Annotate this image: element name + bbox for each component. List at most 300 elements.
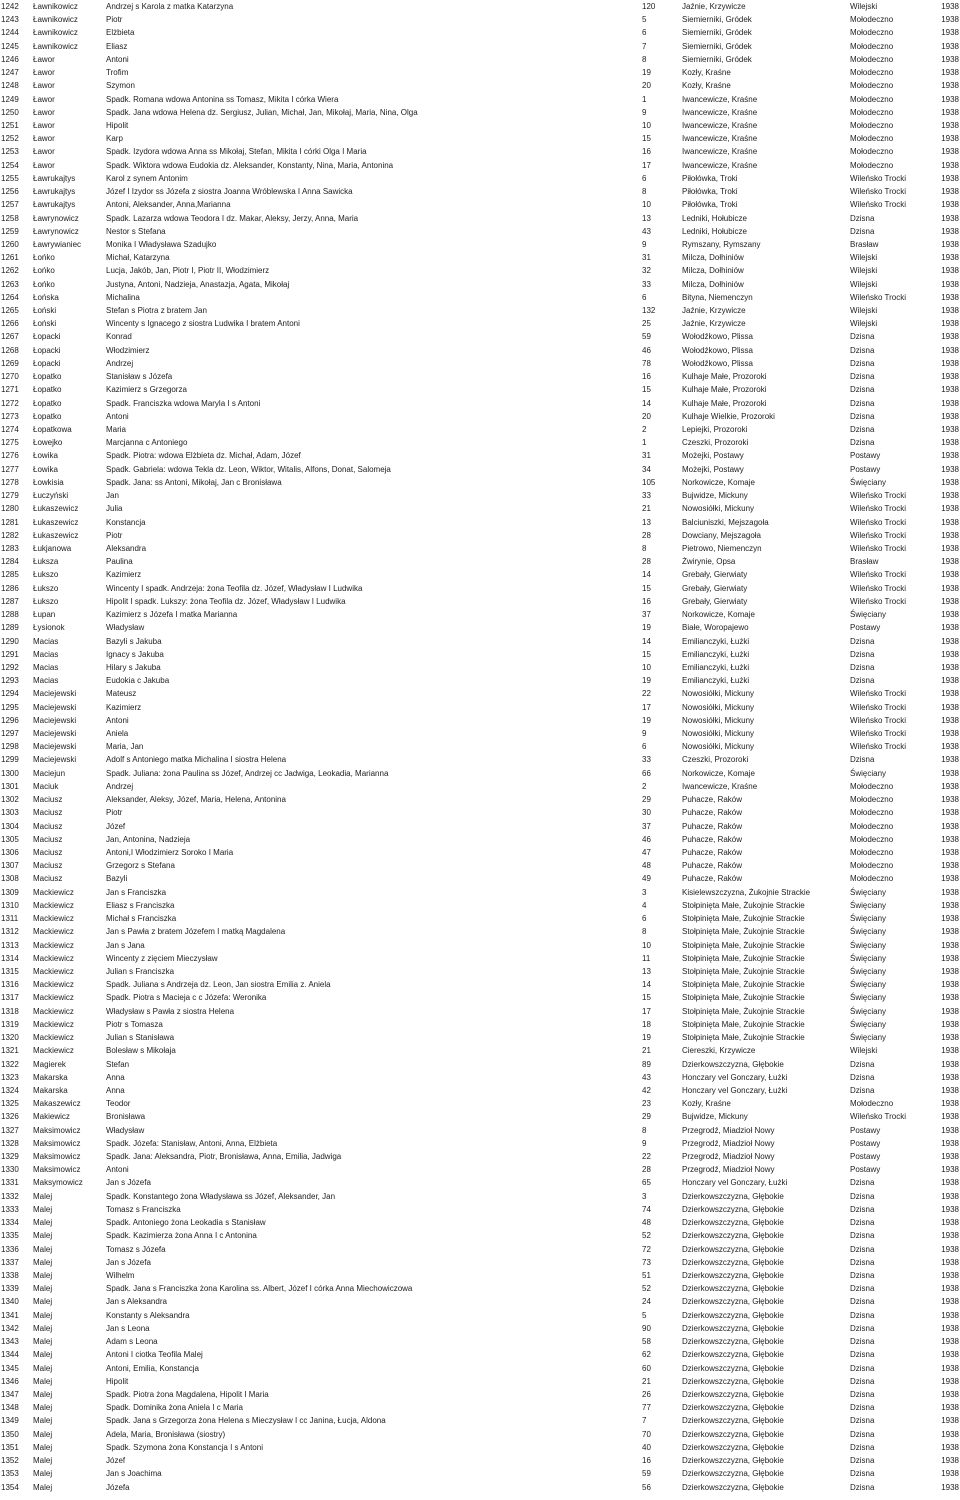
given-names-cell: Spadk. Juliana s Andrzeja dz. Leon, Jan siostra Emilia z. Aniela [106,980,331,990]
given-names-cell: Spadk. Jana s Grzegorza żona Helena s Mieczysław I cc Janina, Łucja, Aldona [106,1416,386,1426]
house-number-cell: 120 [642,2,656,11]
table-row [0,185,960,198]
surname-cell: Magierek [33,1059,66,1069]
year-cell: 1938 [941,1257,959,1267]
village-commune-cell: Kulhaje Wielkie, Prozoroki [682,411,775,421]
district-cell: Wileńsko Trocki [850,187,907,197]
record-number-cell: 1266 [1,319,19,329]
house-number-cell: 89 [642,1059,651,1069]
year-cell: 1938 [941,543,959,553]
given-names-cell: Konstancja [106,517,146,527]
table-row [0,1058,960,1071]
district-cell: Mołodeczno [850,848,894,857]
given-names-cell: Spadk. Jana s Franciszka żona Karolina ss. Albert, Józef I córka Anna Miechowiczowa [106,1284,413,1294]
surname-cell: Mackiewicz [33,1046,74,1056]
table-row [0,793,960,806]
surname-cell: Macias [33,662,59,672]
house-number-cell: 74 [642,1204,651,1214]
table-row [0,264,960,277]
surname-cell: Maksimowicz [33,1125,81,1135]
given-names-cell: Andrzej s Karola z matka Katarzyna [106,2,234,11]
table-row [0,1414,960,1427]
table-row [0,410,960,423]
record-number-cell: 1345 [1,1363,19,1373]
surname-cell: Malej [33,1323,53,1333]
given-names-cell: Spadk. Gabriela: wdowa Tekla dz. Leon, Wiktor, Witalis, Alfons, Donat, Salomeja [106,464,391,474]
table-row [0,1137,960,1150]
village-commune-cell: Dzierkowszczyzna, Głębokie [682,1257,784,1267]
surname-cell: Łuczyński [33,491,69,501]
given-names-cell: Adam s Leona [106,1337,158,1347]
given-names-cell: Spadk. Piotra: wdowa Elżbieta dz. Michał, Adam, Józef [106,451,301,461]
record-number-cell: 1308 [1,874,19,884]
district-cell: Dzisna [850,1456,875,1466]
surname-cell: Maciejewski [33,729,77,739]
district-cell: Święciany [850,953,887,963]
district-cell: Dzisna [850,411,875,421]
table-row [0,529,960,542]
surname-cell: Malej [33,1389,53,1399]
surname-cell: Ławrukajtys [33,200,76,210]
given-names-cell: Aleksandra [106,543,147,553]
village-commune-cell: Jaźnie, Krzywicze [682,306,746,316]
surname-cell: Malej [33,1363,53,1373]
surname-cell: Ławnikowicz [33,41,78,51]
record-number-cell: 1303 [1,808,19,818]
record-number-cell: 1306 [1,848,19,857]
record-number-cell: 1353 [1,1469,19,1479]
given-names-cell: Hilary s Jakuba [106,662,161,672]
year-cell: 1938 [941,411,959,421]
table-row [0,1428,960,1441]
surname-cell: Łońko [33,253,55,263]
record-number-cell: 1288 [1,610,19,620]
record-number-cell: 1325 [1,1099,19,1109]
year-cell: 1938 [941,398,959,408]
village-commune-cell: Lepiejki, Prozoroki [682,425,748,434]
surname-cell: Malej [33,1204,53,1214]
record-number-cell: 1350 [1,1429,19,1439]
given-names-cell: Antoni [106,54,129,64]
table-row [0,1044,960,1057]
table-row [0,1203,960,1216]
given-names-cell: Kazimierz [106,702,142,712]
house-number-cell: 22 [642,689,651,699]
table-row [0,238,960,251]
house-number-cell: 17 [642,160,651,170]
record-number-cell: 1342 [1,1323,19,1333]
record-number-cell: 1351 [1,1442,19,1452]
village-commune-cell: Siemierniki, Gródek [682,54,752,64]
village-commune-cell: Pietrowo, Niemenczyn [682,543,762,553]
house-number-cell: 43 [642,226,651,236]
record-number-cell: 1285 [1,570,19,580]
year-cell: 1938 [941,1019,959,1029]
surname-cell: Malej [33,1231,53,1241]
village-commune-cell: Kulhaje Małe, Prozoroki [682,372,767,382]
house-number-cell: 15 [642,993,651,1003]
given-names-cell: Trofim [106,68,129,78]
table-row [0,1256,960,1269]
district-cell: Dzisna [850,1442,875,1452]
village-commune-cell: Kozły, Kraśne [682,68,731,78]
house-number-cell: 33 [642,755,651,765]
table-row [0,79,960,92]
given-names-cell: Eliasz s Franciszka [106,900,175,910]
table-row [0,212,960,225]
given-names-cell: Michalina [106,292,140,302]
year-cell: 1938 [941,887,959,897]
year-cell: 1938 [941,1204,959,1214]
house-number-cell: 105 [642,477,656,487]
year-cell: 1938 [941,702,959,712]
house-number-cell: 29 [642,1112,651,1122]
table-row [0,621,960,634]
table-row [0,66,960,79]
table-row [0,53,960,66]
district-cell: Wileńsko Trocki [850,729,907,739]
year-cell: 1938 [941,1033,959,1043]
year-cell: 1938 [941,1072,959,1082]
given-names-cell: Jan, Antonina, Nadzieja [106,834,191,844]
table-row [0,304,960,317]
surname-cell: Maciejewski [33,715,77,725]
house-number-cell: 14 [642,398,651,408]
table-row [0,1441,960,1454]
surname-cell: Maciusz [33,848,63,857]
district-cell: Mołodeczno [850,160,894,170]
table-row [0,753,960,766]
surname-cell: Maksimowicz [33,1165,81,1175]
village-commune-cell: Grebały, Gierwiaty [682,596,748,606]
table-row [0,0,960,13]
district-cell: Mołodeczno [850,134,894,144]
village-commune-cell: Czeszki, Prozoroki [682,438,749,448]
house-number-cell: 46 [642,834,651,844]
village-commune-cell: Dzierkowszczyzna, Głębokie [682,1218,784,1228]
house-number-cell: 52 [642,1284,651,1294]
district-cell: Dzisna [850,1178,875,1188]
year-cell: 1938 [941,1323,959,1333]
village-commune-cell: Bujwidze, Mickuny [682,1112,748,1122]
given-names-cell: Anna [106,1072,125,1082]
table-row [0,1163,960,1176]
table-row [0,489,960,502]
house-number-cell: 10 [642,940,651,950]
table-row [0,1097,960,1110]
village-commune-cell: Bujwidze, Mickuny [682,491,748,501]
given-names-cell: Piotr [106,808,123,818]
village-commune-cell: Honczary vel Gonczary, Łużki [682,1085,788,1095]
record-number-cell: 1294 [1,689,19,699]
table-row [0,767,960,780]
house-number-cell: 42 [642,1085,651,1095]
year-cell: 1938 [941,491,959,501]
record-number-cell: 1273 [1,411,19,421]
district-cell: Wileńsko Trocki [850,173,907,183]
given-names-cell: Józefa [106,1482,130,1492]
district-cell: Wileńsko Trocki [850,491,907,501]
house-number-cell: 6 [642,292,647,302]
record-number-cell: 1281 [1,517,19,527]
year-cell: 1938 [941,107,959,117]
year-cell: 1938 [941,385,959,395]
record-number-cell: 1331 [1,1178,19,1188]
given-names-cell: Piotr [106,15,123,25]
year-cell: 1938 [941,1297,959,1307]
table-row [0,106,960,119]
surname-cell: Łowejko [33,438,63,448]
village-commune-cell: Dzierkowszczyzna, Głębokie [682,1323,784,1333]
district-cell: Wileńsko Trocki [850,200,907,210]
given-names-cell: Józef [106,821,126,831]
district-cell: Dzisna [850,213,875,223]
record-number-cell: 1260 [1,239,19,249]
house-number-cell: 15 [642,583,651,593]
surname-cell: Makarska [33,1085,68,1095]
house-number-cell: 6 [642,173,647,183]
house-number-cell: 13 [642,966,651,976]
year-cell: 1938 [941,28,959,38]
record-number-cell: 1334 [1,1218,19,1228]
village-commune-cell: Iwancewicze, Kraśne [682,120,758,130]
given-names-cell: Wincenty z zięciem Mieczysław [106,953,218,963]
table-row [0,476,960,489]
given-names-cell: Adolf s Antoniego matka Michalina I siostra Helena [106,755,287,765]
table-row [0,1190,960,1203]
house-number-cell: 19 [642,676,651,686]
year-cell: 1938 [941,1271,959,1280]
house-number-cell: 25 [642,319,651,329]
village-commune-cell: Emilianczyki, Łużki [682,662,750,672]
given-names-cell: Spadk. Izydora wdowa Anna ss Mikołaj, Stefan, Mikita I córki Olga I Maria [106,147,367,157]
table-row [0,1110,960,1123]
record-number-cell: 1343 [1,1337,19,1347]
year-cell: 1938 [941,94,959,104]
village-commune-cell: Żwirynie, Opsa [682,557,736,567]
year-cell: 1938 [941,1218,959,1228]
year-cell: 1938 [941,636,959,646]
district-cell: Mołodeczno [850,781,894,791]
house-number-cell: 31 [642,253,651,263]
village-commune-cell: Iwancewicze, Kraśne [682,134,758,144]
table-row [0,991,960,1004]
table-row [0,555,960,568]
village-commune-cell: Kozły, Kraśne [682,81,731,91]
surname-cell: Łowkisia [33,477,64,487]
surname-cell: Ławrukajtys [33,187,76,197]
record-number-cell: 1304 [1,821,19,831]
record-number-cell: 1336 [1,1244,19,1254]
surname-cell: Ławor [33,94,55,104]
surname-cell: Łopatko [33,411,62,421]
village-commune-cell: Stołpinięta Małe, Żukojnie Strackie [682,966,805,976]
district-cell: Dzisna [850,1416,875,1426]
district-cell: Wileńsko Trocki [850,596,907,606]
surname-cell: Ławor [33,160,55,170]
surname-cell: Maciejewski [33,689,77,699]
record-number-cell: 1249 [1,94,19,104]
house-number-cell: 28 [642,1165,651,1175]
village-commune-cell: Milcza, Dołhiniów [682,266,744,276]
table-row [0,1481,960,1494]
house-number-cell: 8 [642,543,647,553]
surname-cell: Łopatko [33,385,62,395]
district-cell: Dzisna [850,1429,875,1439]
table-row [0,1454,960,1467]
year-cell: 1938 [941,914,959,924]
year-cell: 1938 [941,2,959,11]
record-number-cell: 1305 [1,834,19,844]
given-names-cell: Spadk. Jana: ss Antoni, Mikołaj, Jan c Bronisława [106,477,282,487]
village-commune-cell: Stołpinięta Małe, Żukojnie Strackie [682,993,805,1003]
house-number-cell: 6 [642,742,647,752]
village-commune-cell: Kulhaje Małe, Prozoroki [682,385,767,395]
village-commune-cell: Grebały, Gierwiaty [682,583,748,593]
village-commune-cell: Stołpinięta Małe, Żukojnie Strackie [682,1033,805,1043]
year-cell: 1938 [941,1059,959,1069]
house-number-cell: 19 [642,715,651,725]
surname-cell: Mackiewicz [33,887,74,897]
given-names-cell: Jan s Leona [106,1323,150,1333]
village-commune-cell: Iwancewicze, Kraśne [682,781,758,791]
house-number-cell: 51 [642,1271,651,1280]
given-names-cell: Elżbieta [106,28,135,38]
district-cell: Wileńsko Trocki [850,702,907,712]
table-row [0,463,960,476]
given-names-cell: Spadk. Jana: Aleksandra, Piotr, Bronisława, Anna, Emilia, Jadwiga [106,1152,342,1162]
village-commune-cell: Wołodźkowo, Plissa [682,332,753,342]
record-number-cell: 1295 [1,702,19,712]
year-cell: 1938 [941,861,959,871]
record-number-cell: 1323 [1,1072,19,1082]
table-row [0,1229,960,1242]
table-row [0,965,960,978]
district-cell: Święciany [850,900,887,910]
district-cell: Dzisna [850,1376,875,1386]
year-cell: 1938 [941,226,959,236]
house-number-cell: 47 [642,848,651,857]
house-number-cell: 46 [642,345,651,355]
table-row [0,516,960,529]
record-number-cell: 1341 [1,1310,19,1320]
district-cell: Dzisna [850,1323,875,1333]
district-cell: Święciany [850,768,887,778]
table-row [0,820,960,833]
house-number-cell: 10 [642,200,651,210]
table-row [0,132,960,145]
surname-cell: Maciusz [33,874,63,884]
district-cell: Mołodeczno [850,81,894,91]
year-cell: 1938 [941,1085,959,1095]
house-number-cell: 65 [642,1178,651,1188]
record-number-cell: 1338 [1,1271,19,1280]
table-row [0,661,960,674]
surname-cell: Malej [33,1376,53,1386]
record-number-cell: 1248 [1,81,19,91]
record-number-cell: 1307 [1,861,19,871]
village-commune-cell: Dzierkowszczyzna, Głębokie [682,1416,784,1426]
given-names-cell: Grzegorz s Stefana [106,861,175,871]
record-number-cell: 1344 [1,1350,19,1360]
house-number-cell: 21 [642,1046,651,1056]
record-number-cell: 1274 [1,425,19,434]
year-cell: 1938 [941,1138,959,1148]
house-number-cell: 7 [642,41,647,51]
record-number-cell: 1286 [1,583,19,593]
surname-cell: Maciejewski [33,702,77,712]
year-cell: 1938 [941,1284,959,1294]
surname-cell: Maksimowicz [33,1138,81,1148]
table-row [0,198,960,211]
surname-cell: Łukszo [33,583,59,593]
village-commune-cell: Dzierkowszczyzna, Głębokie [682,1389,784,1399]
surname-cell: Malej [33,1442,53,1452]
table-row [0,1018,960,1031]
house-number-cell: 90 [642,1323,651,1333]
record-number-cell: 1259 [1,226,19,236]
given-names-cell: Antoni,I Włodzimierz Soroko I Maria [106,848,234,857]
record-number-cell: 1264 [1,292,19,302]
year-cell: 1938 [941,266,959,276]
given-names-cell: Jan s Józefa [106,1178,151,1188]
year-cell: 1938 [941,425,959,434]
house-number-cell: 4 [642,900,647,910]
house-number-cell: 78 [642,358,651,368]
record-number-cell: 1263 [1,279,19,289]
village-commune-cell: Przegrodź, Miadzioł Nowy [682,1165,775,1175]
table-row [0,119,960,132]
given-names-cell: Jan s Joachima [106,1469,162,1479]
village-commune-cell: Dzierkowszczyzna, Głębokie [682,1482,784,1492]
village-commune-cell: Puhacze, Raków [682,821,743,831]
district-cell: Mołodeczno [850,94,894,104]
district-cell: Dzisna [850,1271,875,1280]
table-row [0,1348,960,1361]
village-commune-cell: Stołpinięta Małe, Żukojnie Strackie [682,980,805,990]
given-names-cell: Karol z synem Antonim [106,173,188,183]
house-number-cell: 16 [642,1456,651,1466]
house-number-cell: 6 [642,914,647,924]
record-number-cell: 1251 [1,120,19,130]
village-commune-cell: Nowosiółki, Mickuny [682,715,755,725]
district-cell: Dzisna [850,385,875,395]
given-names-cell: Konstanty s Aleksandra [106,1310,190,1320]
year-cell: 1938 [941,504,959,514]
village-commune-cell: Stołpinięta Małe, Żukojnie Strackie [682,900,805,910]
house-number-cell: 9 [642,729,647,739]
given-names-cell: Spadk. Lazarza wdowa Teodora I dz. Makar, Aleksy, Jerzy, Anna, Maria [106,213,359,223]
year-cell: 1938 [941,306,959,316]
given-names-cell: Stefan [106,1059,130,1069]
house-number-cell: 1 [642,438,647,448]
table-row [0,595,960,608]
given-names-cell: Jan [106,491,119,501]
district-cell: Dzisna [850,398,875,408]
table-row [0,383,960,396]
year-cell: 1938 [941,1337,959,1347]
house-number-cell: 16 [642,147,651,157]
district-cell: Dzisna [850,1085,875,1095]
village-commune-cell: Piłołówka, Troki [682,200,738,210]
village-commune-cell: Dzierkowszczyzna, Głębokie [682,1456,784,1466]
surname-cell: Łopacki [33,358,61,368]
year-cell: 1938 [941,120,959,130]
house-number-cell: 14 [642,980,651,990]
village-commune-cell: Dzierkowszczyzna, Głębokie [682,1284,784,1294]
given-names-cell: Andrzej [106,781,134,791]
house-number-cell: 73 [642,1257,651,1267]
